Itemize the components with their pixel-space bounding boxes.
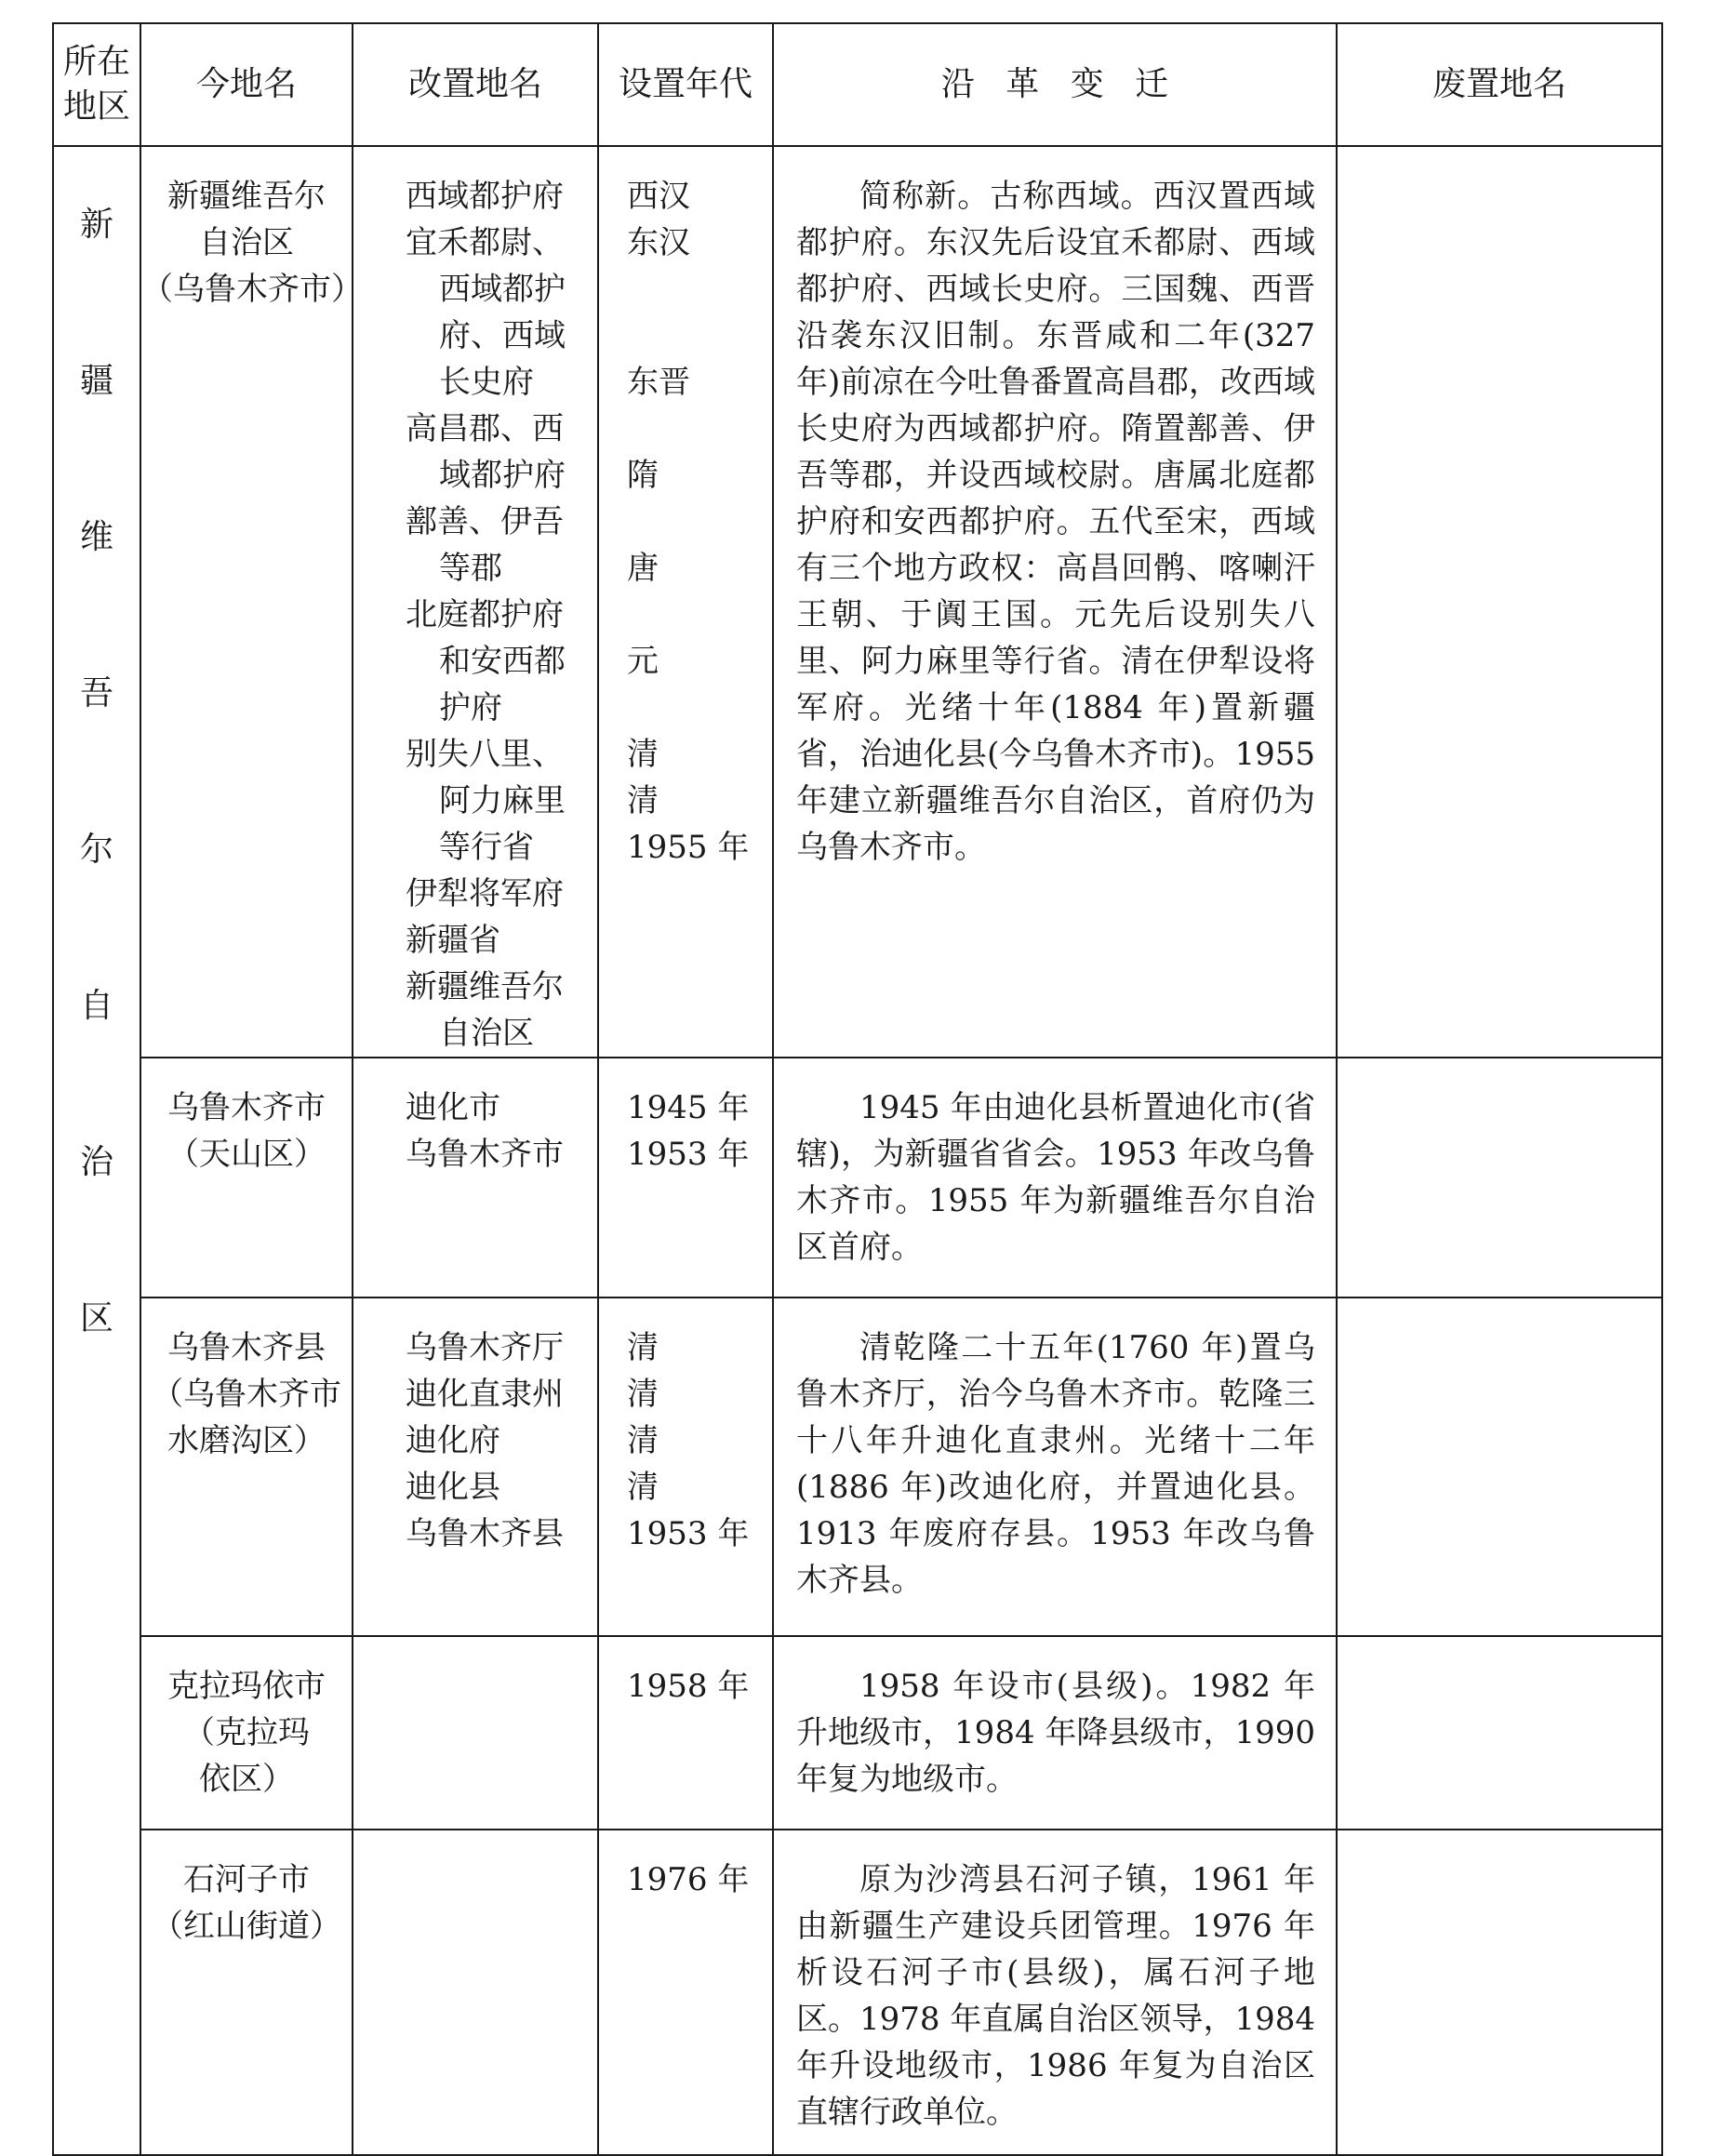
current-name-cell: 石河子市 （红山街道） <box>140 1830 353 2155</box>
former-name-cell <box>353 1636 598 1830</box>
region-cell <box>53 146 140 2155</box>
region-char: 疆 <box>79 362 113 400</box>
header-abolished: 废置地名 <box>1337 23 1662 146</box>
former-name-cell: 西域都护府 宜禾都尉、西域都护府、西域长史府 高昌郡、西域都护府 鄯善、伊吾等郡 北庭都护府和安西都护府 别失八里、阿力麻里等行省 伊犁将军府 新疆省 新疆维吾尔自治区 <box>353 146 598 1058</box>
history-cell: 1958 年设市(县级)。1982 年升地级市，1984 年降县级市，1990 年复为地级市。 <box>773 1636 1337 1830</box>
header-row <box>53 23 1662 146</box>
table-row <box>53 1830 1662 2155</box>
gazetteer-table <box>52 22 1663 2156</box>
region-char: 自 <box>79 987 113 1025</box>
former-name-cell <box>353 1830 598 2155</box>
current-name-cell: 克拉玛依市 （克拉玛 依区） <box>140 1636 353 1830</box>
region-char: 区 <box>79 1299 113 1338</box>
year-cell: 1958 年 <box>598 1636 773 1830</box>
current-name-cell: 新疆维吾尔 自治区 （乌鲁木齐市） <box>140 146 353 1058</box>
abolished-cell <box>1337 1830 1662 2155</box>
header-region: 所在 地区 <box>53 23 140 146</box>
year-cell: 清 清 清 清 1953 年 <box>598 1298 773 1636</box>
abolished-cell <box>1337 1636 1662 1830</box>
region-char: 治 <box>79 1143 113 1181</box>
history-cell: 原为沙湾县石河子镇，1961 年由新疆生产建设兵团管理。1976 年析设石河子市(县级)，属石河子地区。1978 年直属自治区领导，1984 年升设地级市，1986 年复为自治区直辖行政单位。 <box>773 1830 1337 2155</box>
history-cell: 清乾隆二十五年(1760 年)置乌鲁木齐厅，治今乌鲁木齐市。乾隆三十八年升迪化直隶州。光绪十二年(1886 年)改迪化府，并置迪化县。1913 年废府存县。1953 年改乌鲁木齐县。 <box>773 1298 1337 1636</box>
region-char: 尔 <box>79 831 113 869</box>
history-cell: 简称新。古称西域。西汉置西域都护府。东汉先后设宜禾都尉、西域都护府、西域长史府。三国魏、西晋沿袭东汉旧制。东晋咸和二年(327 年)前凉在今吐鲁番置高昌郡，改西域长史府为西域都护府。隋置鄯善、伊吾等郡，并设西域校尉。唐属北庭都护府和安西都护府。五代至宋，西域有三个地方政权：高昌回鹘、喀喇汗王朝、于阗王国。元先后设别失八里、阿力麻里等行省。清在伊犁设将军府。光绪十年(1884 年)置新疆省，治迪化县(今乌鲁木齐市)。1955 年建立新疆维吾尔自治区，首府仍为乌鲁木齐市。 <box>773 146 1337 1058</box>
table-row <box>53 1636 1662 1830</box>
abolished-cell <box>1337 146 1662 1058</box>
current-name-cell: 乌鲁木齐市 （天山区） <box>140 1058 353 1298</box>
table-row <box>53 1058 1662 1298</box>
header-current-name: 今地名 <box>140 23 353 146</box>
year-cell: 西汉 东汉 东晋 隋 唐 元 清 清 1955 年 <box>598 146 773 1058</box>
former-name-cell: 乌鲁木齐厅 迪化直隶州 迪化府 迪化县 乌鲁木齐县 <box>353 1298 598 1636</box>
table-row <box>53 146 1662 1058</box>
header-established: 设置年代 <box>598 23 773 146</box>
region-char: 新 <box>79 206 113 244</box>
abolished-cell <box>1337 1298 1662 1636</box>
header-history: 沿 革 变 迁 <box>773 23 1337 146</box>
region-char: 吾 <box>79 674 113 712</box>
table-row <box>53 1298 1662 1636</box>
former-name-cell: 迪化市 乌鲁木齐市 <box>353 1058 598 1298</box>
year-cell: 1976 年 <box>598 1830 773 2155</box>
abolished-cell <box>1337 1058 1662 1298</box>
year-cell: 1945 年 1953 年 <box>598 1058 773 1298</box>
history-cell: 1945 年由迪化县析置迪化市(省辖)，为新疆省省会。1953 年改乌鲁木齐市。1955 年为新疆维吾尔自治区首府。 <box>773 1058 1337 1298</box>
header-former-name: 改置地名 <box>353 23 598 146</box>
region-char: 维 <box>79 518 113 556</box>
current-name-cell: 乌鲁木齐县 （乌鲁木齐市 水磨沟区） <box>140 1298 353 1636</box>
